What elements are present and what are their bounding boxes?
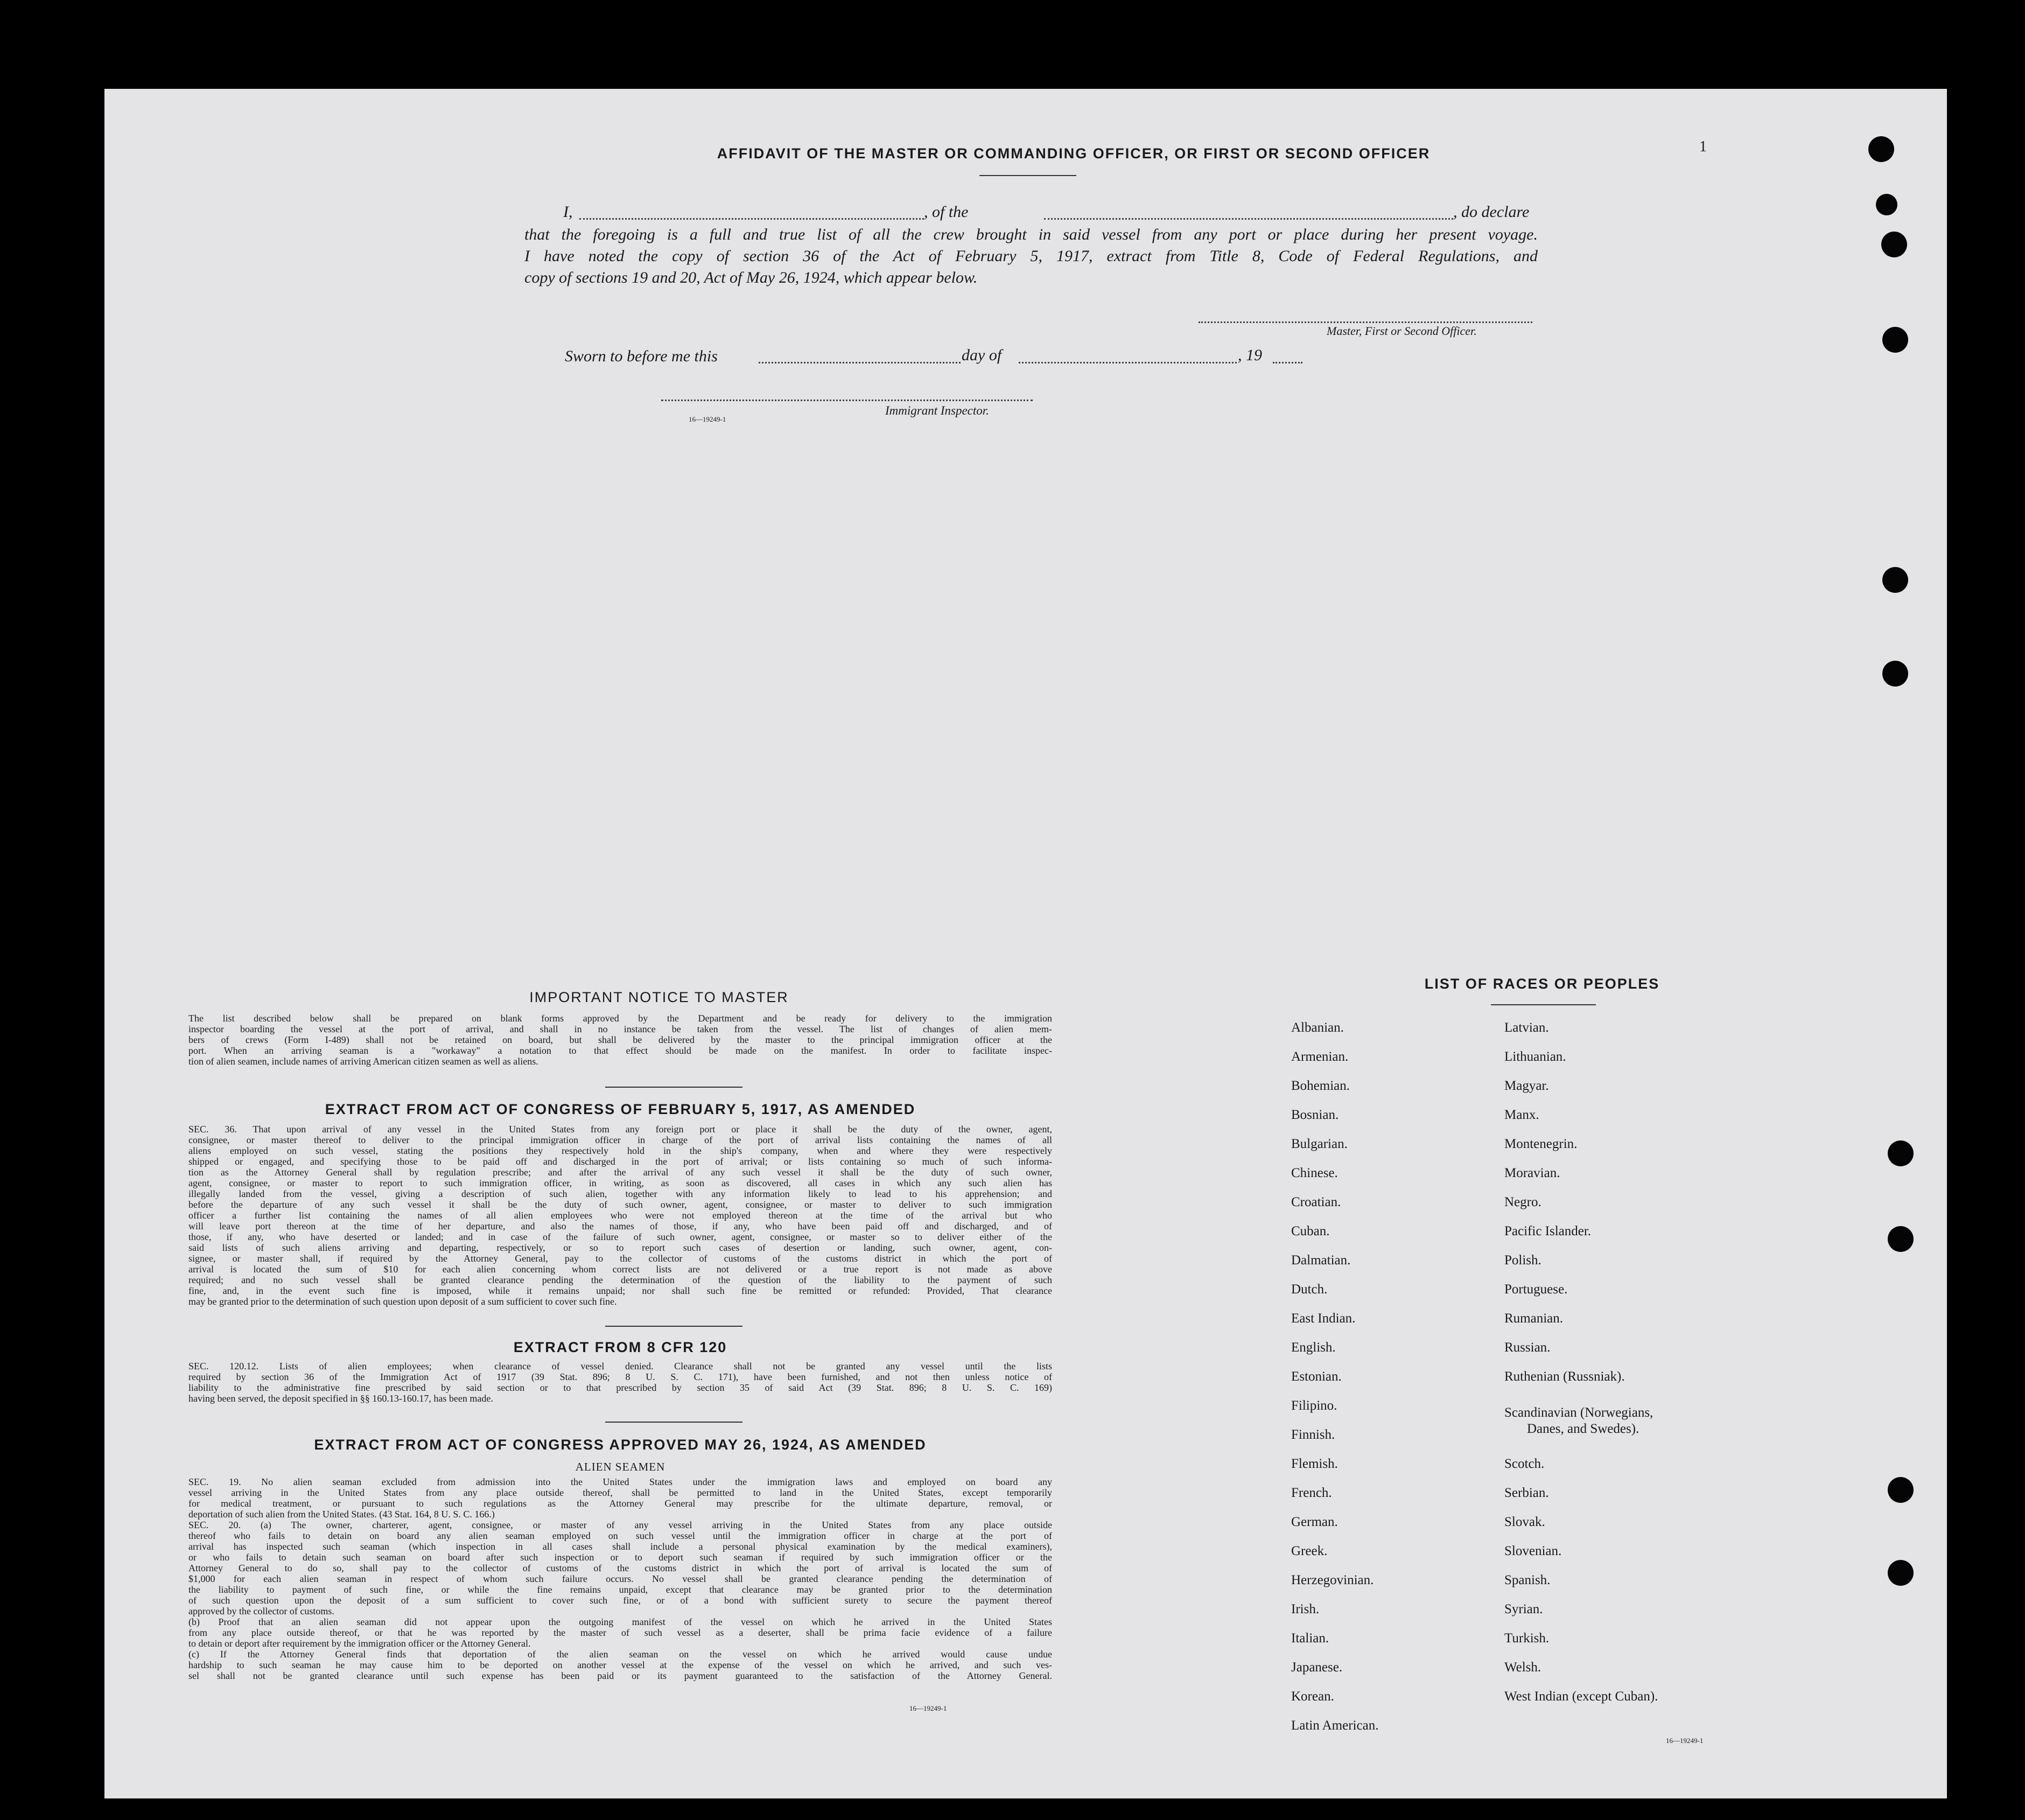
extract-cfr-line: SEC. 120.12. Lists of alien employees; when clearance of vessel denied. Clearance shall not be granted any vessel until the lists [188,1361,1052,1371]
race-item: Cuban. [1291,1224,1330,1238]
race-item: Greek. [1291,1544,1328,1558]
race-item: Montenegrin. [1504,1137,1578,1151]
title-rule [979,175,1076,176]
race-item: Russian. [1504,1340,1551,1355]
extract-1924-line: or who fails to detain such seaman on board after such inspection or to deport such seaman if required by such immigration officer or the [188,1552,1052,1563]
race-item: Italian. [1291,1631,1329,1646]
extract-1917-body [188,1124,1052,1307]
section-rule [605,1422,742,1423]
race-item: Ruthenian (Russniak). [1504,1369,1625,1384]
sworn-year: , 19 [1238,346,1262,364]
extract-1924-line: (c) If the Attorney General finds that deportation of the alien seaman on the vessel on which he arrived would cause undue [188,1649,1052,1660]
extract-1917-line: said lists of such aliens arriving and departing, respectively, or so to report such cases of desertion or landing, such owner, agent, con- [188,1242,1052,1253]
race-item: Danes, and Swedes). [1527,1422,1639,1436]
race-item: Pacific Islander. [1504,1224,1592,1238]
race-item: Manx. [1504,1108,1539,1122]
master-signature-label: Master, First or Second Officer. [1327,324,1477,338]
extract-1924-line: approved by the collector of customs. [188,1606,334,1616]
punch-hole [1882,567,1908,593]
race-item: Spanish. [1504,1573,1551,1587]
race-item: Bohemian. [1291,1079,1350,1093]
extract-1924-line: for medical treatment, or pursuant to such regulations as the Attorney General may prescribe for the ultimate departure, removal, or [188,1498,1052,1509]
extract-1917-line: will leave port thereon at the time of her departure, and also the names of those, if any, who have been paid off and discharged, and of [188,1221,1052,1231]
extract-1924-line: (b) Proof that an alien seaman did not appear upon the outgoing manifest of the vessel on which he arrived in the United States [188,1616,1052,1627]
extract-1924-line: to detain or deport after requirement by the immigration officer or the Attorney General. [188,1638,531,1649]
extract-1917-line: aliens employed on such vessel, stating the positions they respectively hold in the ship's company, when and where they were respectively [188,1145,1052,1156]
race-item: Finnish. [1291,1427,1335,1442]
races-title-rule [1491,1004,1596,1005]
races-title: LIST OF RACES OR PEOPLES [1424,976,1660,992]
extract-1917-line: agent, consignee, or master to report to such immigration officer, in writing, as soon as discovered, all cases in which any such alien has [188,1178,1052,1188]
extract-1917-line: illegally landed from the vessel, giving a description of such alien, together with any information likely to lead to his apprehension; and [188,1188,1052,1199]
sworn-day-field [759,362,961,363]
extract-1917-line: those, if any, who have deserted or landed; and in case of the failure of such owner, agent, consignee, or master so to deliver either of the [188,1231,1052,1242]
extract-1917-title: EXTRACT FROM ACT OF CONGRESS OF FEBRUARY 5, 1917, AS AMENDED [325,1101,916,1117]
extract-1924-title: EXTRACT FROM ACT OF CONGRESS APPROVED MAY 26, 1924, AS AMENDED [314,1437,927,1453]
race-item: Slovenian. [1504,1544,1562,1558]
extract-1917-line: fine, and, in the event such fine is imposed, while it remains unpaid; nor shall such fine be remitted or refunded: Provided, That clearance [188,1285,1052,1296]
race-item: Dutch. [1291,1282,1328,1297]
sworn-day-of: day of [962,346,1002,364]
extract-1924-line: $1,000 for each alien seaman in respect of whom such failure occurs. No vessel shall be granted clearance pending the determination of [188,1573,1052,1584]
extract-1924-line: SEC. 20. (a) The owner, charterer, agent, consignee, or master of any vessel arriving in the United States from any place outside [188,1520,1052,1530]
race-item: Scotch. [1504,1457,1545,1471]
race-item: Magyar. [1504,1079,1549,1093]
notice-title: IMPORTANT NOTICE TO MASTER [529,989,789,1005]
punch-hole [1888,1477,1914,1503]
race-item: Chinese. [1291,1166,1338,1180]
master-signature-line [1199,321,1532,323]
race-item: Turkish. [1504,1631,1550,1646]
race-item: Croatian. [1291,1195,1341,1209]
declaration-do-declare: , do declare [1453,203,1530,221]
name-field [579,218,924,220]
sworn-year-field [1273,362,1302,363]
race-item: Moravian. [1504,1166,1560,1180]
race-item: Negro. [1504,1195,1541,1209]
race-item: Herzegovinian. [1291,1573,1374,1587]
extract-1924-line: deportation of such alien from the United States. (43 Stat. 164, 8 U. S. C. 166.) [188,1509,495,1520]
declaration-line-4: copy of sections 19 and 20, Act of May 26, 1924, which appear below. [524,269,978,286]
notice-line: inspector boarding the vessel at the port of arrival, and shall in no instance be taken from the vessel. The list of changes of alien mem- [188,1024,1052,1034]
extract-1924-line: hardship to such seaman he may cause him to be deported on another vessel at the expense of the vessel on which he arrived, and such ves- [188,1660,1052,1670]
punch-hole [1888,1140,1914,1166]
punch-hole [1882,661,1908,687]
section-rule [605,1087,742,1088]
section-rule [605,1326,742,1327]
extract-1924-subtitle: ALIEN SEAMEN [575,1460,665,1473]
notice-line: tion of alien seamen, include names of arriving American citizen seamen as well as aliens. [188,1056,538,1067]
race-item: Lithuanian. [1504,1049,1566,1064]
punch-hole [1888,1226,1914,1252]
extract-1924-line: sel shall not be granted clearance until such expense has been paid or its payment guaranteed to the satisfaction of the Attorney General. [188,1670,1052,1681]
extract-cfr-body [188,1361,1052,1404]
race-item: Flemish. [1291,1457,1338,1471]
vessel-field [1044,218,1453,220]
notice-line: The list described below shall be prepared on blank forms approved by the Department and be ready for delivery to the immigration [188,1013,1052,1024]
document-page [104,89,1947,1798]
extract-1917-line: consignee, or master thereof to deliver to the principal immigration officer in charge of the port of arrival lists containing the names of all [188,1135,1052,1145]
sworn-month-field [1019,362,1237,363]
extract-1917-line: required; and no such vessel shall be granted clearance pending the determination of the question of the liability to the payment of such [188,1275,1052,1285]
punch-hole [1881,232,1907,257]
race-item: German. [1291,1515,1338,1529]
race-item: Bosnian. [1291,1108,1339,1122]
punch-hole [1888,1560,1914,1586]
race-item: Latvian. [1504,1020,1549,1035]
extract-1924-line: Attorney General to do so, shall pay to the collector of customs of the customs district in which the port of arrival is located the sum of [188,1563,1052,1573]
race-item: East Indian. [1291,1311,1356,1326]
extract-1924-line: arrival has inspected such seaman (which inspection in all cases shall include a personal physical examination by the medical examiners), [188,1541,1052,1552]
extract-1917-line: officer a further list containing the names of all alien employees who were not employed thereon at the time of the arrival but who [188,1210,1052,1221]
extract-cfr-line: having been served, the deposit specified in §§ 160.13-160.17, has been made. [188,1393,493,1404]
extract-1924-line: of such question upon the deposit of a sum sufficient to cover such fine, or of a bond with sufficient surety to secure the payment thereof [188,1595,1052,1606]
race-item: Dalmatian. [1291,1253,1351,1268]
race-item: Latin American. [1291,1718,1379,1733]
race-item: Welsh. [1504,1660,1541,1675]
race-item: Serbian. [1504,1486,1549,1500]
punch-hole [1868,136,1894,162]
extract-form-number: 16—19249-1 [909,1704,947,1712]
race-item: Japanese. [1291,1660,1343,1675]
race-item: Filipino. [1291,1398,1337,1413]
race-item: Korean. [1291,1689,1334,1704]
declaration-line-3: I have noted the copy of section 36 of the Act of February 5, 1917, extract from Title 8, Code of Federal Regulations, and [524,247,1538,265]
sworn-text: Sworn to before me this [565,347,718,365]
declaration-of-the: , of the [924,203,969,221]
race-item: Estonian. [1291,1369,1342,1384]
extract-cfr-line: liability to the administrative fine prescribed by said section or to that prescribed by section 35 of said Act (39 Stat. 896; 8 U. S. C. 169) [188,1382,1052,1393]
race-item: West Indian (except Cuban). [1504,1689,1658,1704]
extract-1924-line: thereof who fails to detain on board any alien seaman employed on such vessel until the immigration officer in charge at the port of [188,1530,1052,1541]
extract-1917-line: signee, or master shall, if required by the Attorney General, pay to the collector of customs of the customs district in which the port of [188,1253,1052,1264]
races-form-number: 16—19249-1 [1666,1737,1704,1745]
extract-1917-line: SEC. 36. That upon arrival of any vessel in the United States from any foreign port or place it shall be the duty of the owner, agent, [188,1124,1052,1135]
race-item: Portuguese. [1504,1282,1568,1297]
race-item: French. [1291,1486,1332,1500]
extract-1917-line: arrival is located the sum of $10 for each alien concerning whom correct lists are not delivered or a true report is not made as above [188,1264,1052,1275]
race-item: Scandinavian (Norwegians, [1504,1405,1653,1420]
race-item: Irish. [1291,1602,1320,1616]
declaration-i: I, [563,203,573,221]
race-item: Albanian. [1291,1020,1344,1035]
notice-body [188,1013,1052,1067]
declaration-line-2: that the foregoing is a full and true list of all the crew brought in said vessel from any port or place during her present voyage. [524,226,1538,243]
extract-cfr-line: required by section 36 of the Immigration Act of 1917 (39 Stat. 896; 8 U. S. C. 171), have been furnished, and not then unless notice of [188,1371,1052,1382]
inspector-label: Immigrant Inspector. [885,404,989,417]
extract-1924-line: vessel arriving in the United States from any place outside thereof, shall be permitted to land in the United States, except temporarily [188,1487,1052,1498]
race-item: Polish. [1504,1253,1541,1268]
extract-1924-line: from any place outside thereof, or that he was reported by the master of such vessel as a deserter, shall be prima facie evidence of a failure [188,1627,1052,1638]
page-mark: 1 [1699,138,1707,155]
extract-1917-line: may be granted prior to the determination of such question upon deposit of a sum sufficient to cover such fine. [188,1296,617,1307]
race-item: Rumanian. [1504,1311,1564,1326]
punch-hole [1876,194,1897,215]
affidavit-title: AFFIDAVIT OF THE MASTER OR COMMANDING OFFICER, OR FIRST OR SECOND OFFICER [717,145,1431,162]
race-item: Armenian. [1291,1049,1349,1064]
extract-1924-body [188,1476,1052,1681]
notice-line: bers of crews (Form I-489) shall not be retained on board, but shall be delivered by the master to the principal immigration officer at the [188,1034,1052,1045]
extract-1917-line: before the departure of any such vessel it shall be the duty of such owner, agent, consignee, or master to deliver to such immigration [188,1199,1052,1210]
race-item: Bulgarian. [1291,1137,1348,1151]
extract-1924-line: the liability to payment of such fine, or while the fine remains unpaid, except that clearance may be granted prior to the determination [188,1584,1052,1595]
inspector-signature-line [661,400,1033,401]
extract-1924-line: SEC. 19. No alien seaman excluded from admission into the United States under the immigration laws and employed on board any [188,1476,1052,1487]
race-item: Syrian. [1504,1602,1543,1616]
race-item: English. [1291,1340,1336,1355]
race-item: Slovak. [1504,1515,1545,1529]
punch-hole [1882,327,1908,353]
extract-1917-line: shipped or engaged, and specifying those to be paid off and discharged in the port of arrival; or lists containing so much of such informa- [188,1156,1052,1167]
notice-line: port. When an arriving seaman is a "workaway" a notation to that effect should be made on the manifest. In order to facilitate inspec- [188,1045,1052,1056]
affidavit-form-number: 16—19249-1 [689,415,726,423]
extract-cfr-title: EXTRACT FROM 8 CFR 120 [513,1339,727,1355]
extract-1917-line: tion as the Attorney General shall by regulation prescribe; and after the arrival of any such vessel it shall be the duty of such owner, [188,1167,1052,1178]
